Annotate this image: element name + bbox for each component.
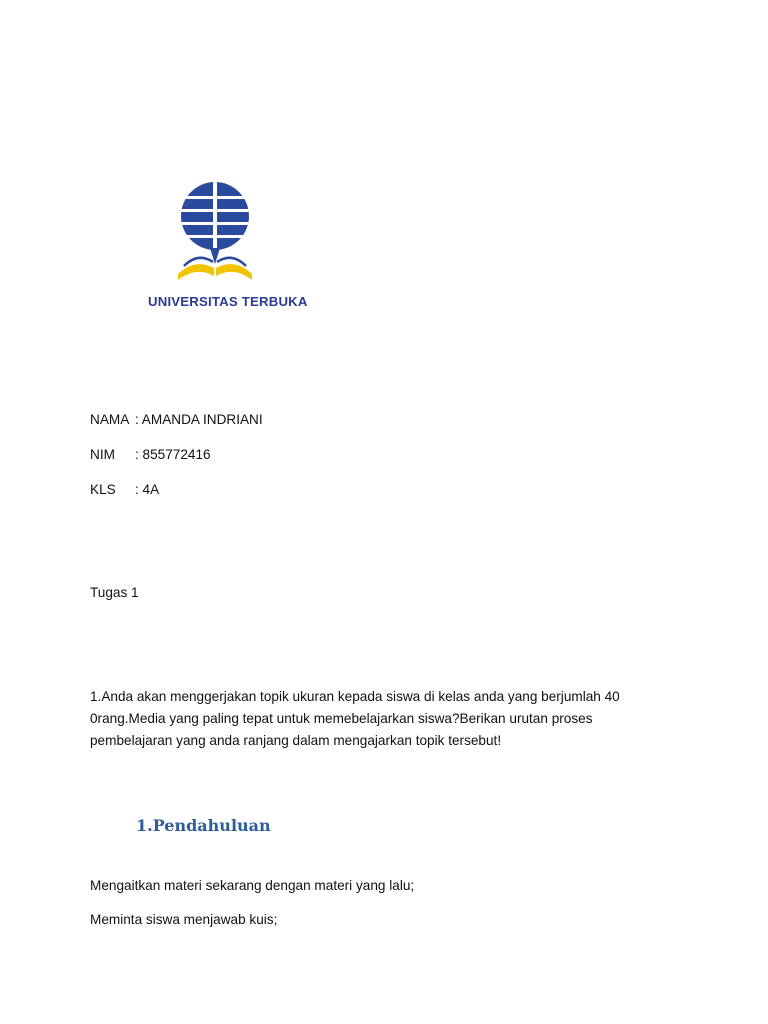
section-heading: 1.Pendahuluan bbox=[136, 816, 271, 835]
question-line-2: 0rang.Media yang paling tepat untuk memebelajarkan siswa?Berikan urutan proses bbox=[90, 711, 593, 726]
nim-label: NIM bbox=[90, 447, 115, 462]
name-label: NAMA bbox=[90, 412, 130, 427]
nim-row bbox=[90, 444, 211, 466]
university-logo bbox=[140, 168, 330, 328]
name-row bbox=[90, 409, 263, 431]
kls-value: : 4A bbox=[135, 482, 160, 497]
list-item: Mengaitkan materi sekarang dengan materi yang lalu; bbox=[90, 878, 415, 893]
kls-label: KLS bbox=[90, 482, 116, 497]
kls-row bbox=[90, 479, 159, 501]
nim-value: : 855772416 bbox=[135, 447, 211, 462]
question-line-1: 1.Anda akan menggerjakan topik ukuran kepada siswa di kelas anda yang berjumlah 40 bbox=[90, 689, 620, 704]
question-paragraph bbox=[90, 686, 650, 752]
logo-wordmark: UNIVERSITAS TERBUKA bbox=[148, 294, 308, 309]
logo-emblem-icon bbox=[140, 168, 330, 288]
list-item: Meminta siswa menjawab kuis; bbox=[90, 912, 278, 927]
name-value: : AMANDA INDRIANI bbox=[135, 412, 263, 427]
task-title: Tugas 1 bbox=[90, 585, 139, 600]
question-line-3: pembelajaran yang anda ranjang dalam mengajarkan topik tersebut! bbox=[90, 733, 502, 748]
